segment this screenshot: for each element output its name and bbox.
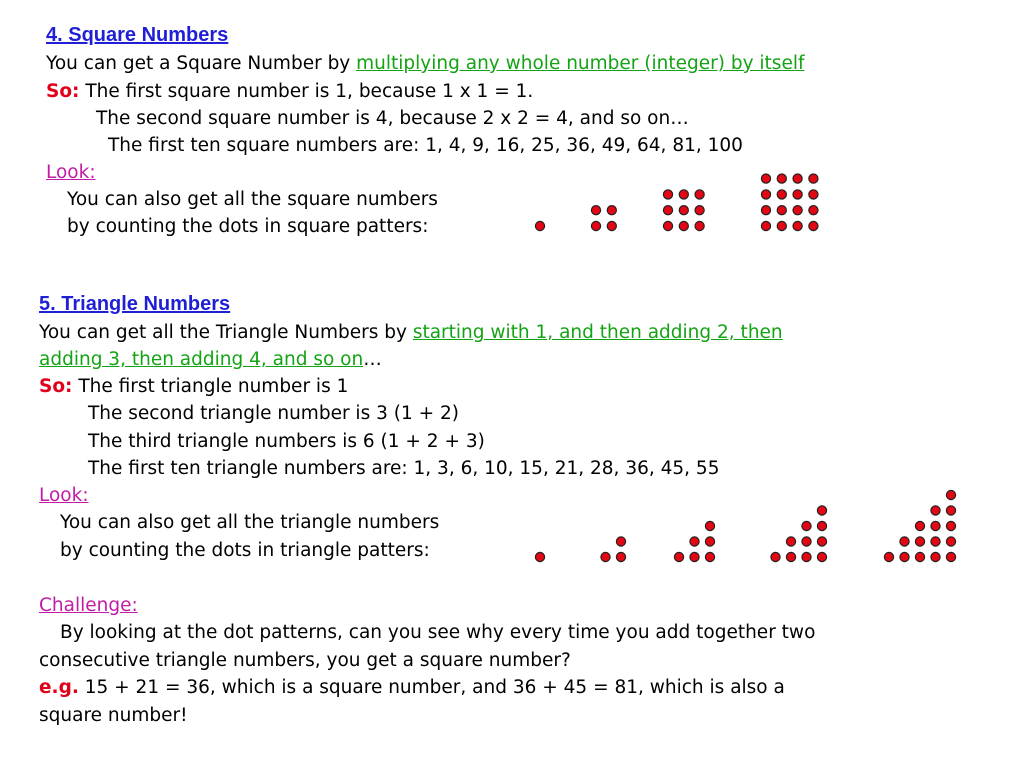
triangle-pattern-3-dot [705, 552, 714, 561]
triangle-pattern-3-dot [690, 552, 699, 561]
triangle-pattern-2-dot [616, 552, 625, 561]
square-pattern-3-dot [663, 190, 672, 199]
triangle-pattern-2-dot [616, 537, 625, 546]
triangle-pattern-5-dot [884, 552, 893, 561]
square-pattern-3-dot [679, 190, 688, 199]
triangle-pattern-3-dot [705, 521, 714, 530]
square-pattern-3-dot [695, 221, 704, 230]
triangle-pattern-1-dot [535, 552, 544, 561]
triangle-so-label: So: [39, 376, 73, 397]
square-intro-text: You can get a Square Number by [46, 53, 357, 74]
square-pattern-4-dot [809, 206, 818, 215]
triangle-intro-tail: … [363, 349, 382, 370]
triangle-pattern-4-dot [786, 537, 795, 546]
square-pattern-4-dot [761, 174, 770, 183]
triangle-pattern-4-dot [771, 552, 780, 561]
square-pattern-4-dot [809, 174, 818, 183]
triangle-pattern-5-dot [900, 537, 909, 546]
triangle-pattern-5-dot [946, 490, 955, 499]
triangle-pattern-4-dot [817, 521, 826, 530]
challenge-line-2: consecutive triangle numbers, you get a square number? [39, 650, 571, 671]
triangle-line-1-text: The first triangle number is 1 [72, 376, 349, 397]
square-pattern-4-dot [777, 221, 786, 230]
triangle-pattern-5-dot [946, 521, 955, 530]
square-pattern-2-dot [607, 206, 616, 215]
triangle-pattern-4-dot [802, 552, 811, 561]
square-line-1-text: The first square number is 1, because 1 x 1 = 1. [79, 81, 534, 102]
square-pattern-4-dot [761, 221, 770, 230]
triangle-look-1: You can also get all the triangle numbers [60, 512, 440, 533]
square-line-3: The first ten square numbers are: 1, 4, 9, 16, 25, 36, 49, 64, 81, 100 [108, 135, 743, 156]
square-pattern-4-dot [777, 174, 786, 183]
square-pattern-4-dot [809, 221, 818, 230]
triangle-line-3: The third triangle numbers is 6 (1 + 2 + 3) [88, 431, 485, 452]
triangle-heading: 5. Triangle Numbers [39, 293, 231, 315]
challenge-line-1: By looking at the dot patterns, can you see why every time you add together two [60, 622, 816, 643]
triangle-pattern-4-dot [802, 521, 811, 530]
square-pattern-4-dot [793, 221, 802, 230]
square-pattern-4-dot [809, 190, 818, 199]
triangle-look-label: Look: [39, 485, 89, 506]
square-pattern-1-dot [535, 221, 544, 230]
challenge-line-4: square number! [39, 705, 188, 726]
square-pattern-3-dot [695, 206, 704, 215]
triangle-pattern-5-dot [946, 552, 955, 561]
square-pattern-4-dot [793, 190, 802, 199]
triangle-line-2: The second triangle number is 3 (1 + 2) [88, 403, 459, 424]
square-pattern-3-dot [663, 221, 672, 230]
triangle-pattern-5-dot [946, 537, 955, 546]
challenge-eg-label: e.g. [39, 677, 79, 698]
triangle-pattern-4-dot [786, 552, 795, 561]
square-pattern-4-dot [761, 190, 770, 199]
square-pattern-4-dot [793, 206, 802, 215]
triangle-pattern-2-dot [601, 552, 610, 561]
square-pattern-3-dot [695, 190, 704, 199]
triangle-look-2: by counting the dots in triangle patters: [60, 540, 430, 561]
triangle-intro-link-b: adding 3, then adding 4, and so on [39, 349, 364, 370]
triangle-pattern-5-dot [900, 552, 909, 561]
triangle-intro-link-a: starting with 1, and then adding 2, then [412, 322, 783, 343]
square-line-2: The second square number is 4, because 2 x 2 = 4, and so on… [96, 108, 689, 129]
square-pattern-4-dot [777, 206, 786, 215]
square-pattern-4-dot [777, 190, 786, 199]
square-pattern-2-dot [591, 206, 600, 215]
triangle-pattern-4-dot [802, 537, 811, 546]
triangle-pattern-5-dot [915, 537, 924, 546]
challenge-line-3-text: 15 + 21 = 36, which is a square number, and 36 + 45 = 81, which is also a [78, 677, 785, 698]
triangle-pattern-5-dot [915, 552, 924, 561]
triangle-pattern-5-dot [931, 537, 940, 546]
triangle-line-4: The first ten triangle numbers are: 1, 3, 6, 10, 15, 21, 28, 36, 45, 55 [88, 458, 720, 479]
square-look-1: You can also get all the square numbers [67, 189, 438, 210]
square-look-label: Look: [46, 162, 96, 183]
triangle-pattern-5-dot [931, 521, 940, 530]
triangle-pattern-5-dot [946, 506, 955, 515]
challenge-label: Challenge: [39, 595, 138, 616]
triangle-pattern-4-dot [817, 506, 826, 515]
square-intro-link: multiplying any whole number (integer) by itself [356, 53, 805, 74]
square-pattern-3-dot [679, 206, 688, 215]
triangle-pattern-4-dot [817, 552, 826, 561]
square-pattern-2-dot [591, 221, 600, 230]
square-pattern-4-dot [761, 206, 770, 215]
square-pattern-2-dot [607, 221, 616, 230]
square-heading: 4. Square Numbers [46, 24, 229, 46]
triangle-pattern-3-dot [705, 537, 714, 546]
triangle-pattern-5-dot [931, 506, 940, 515]
square-look-2: by counting the dots in square patters: [67, 216, 429, 237]
triangle-pattern-4-dot [817, 537, 826, 546]
square-pattern-3-dot [679, 221, 688, 230]
square-pattern-3-dot [663, 206, 672, 215]
triangle-pattern-5-dot [915, 521, 924, 530]
square-so-label: So: [46, 81, 80, 102]
triangle-pattern-5-dot [931, 552, 940, 561]
square-pattern-4-dot [793, 174, 802, 183]
triangle-pattern-3-dot [690, 537, 699, 546]
triangle-pattern-3-dot [674, 552, 683, 561]
triangle-intro-text: You can get all the Triangle Numbers by [39, 322, 413, 343]
